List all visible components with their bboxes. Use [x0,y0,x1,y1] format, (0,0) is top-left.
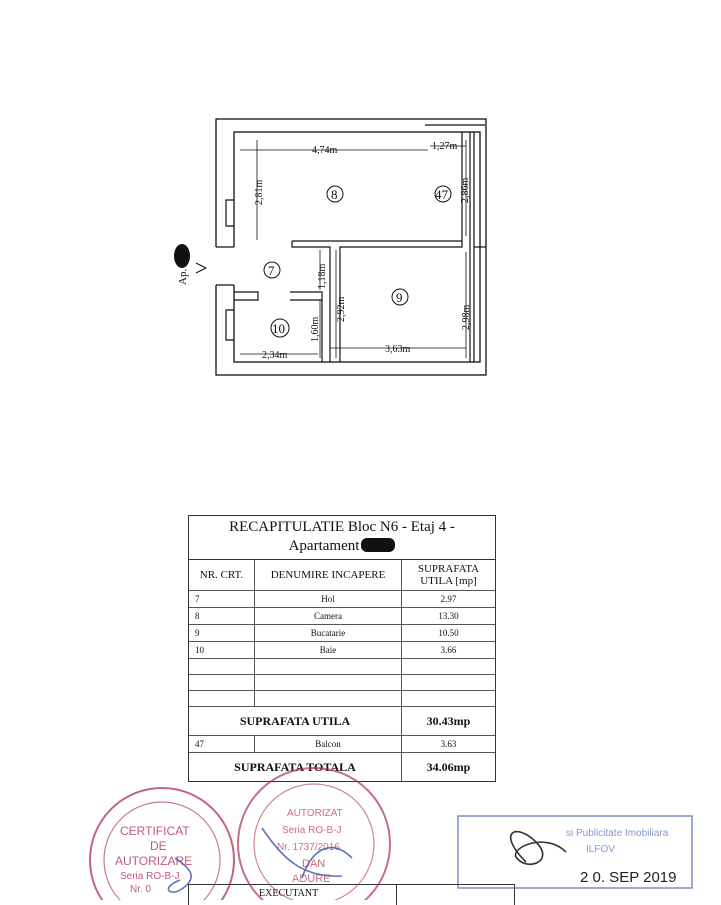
room-9-label: 9 [396,290,403,305]
row-name: Baie [255,642,402,659]
rooms-table [189,560,495,781]
balcony-nr: 47 [189,736,255,753]
row-name: Bucatarie [255,625,402,642]
row-area: 2.97 [402,591,496,608]
executant-label: EXECUTANT [259,888,319,899]
room-8-label: 8 [331,187,338,202]
row-area: 3.66 [402,642,496,659]
dim-kitchen-height: 2,92m [336,296,347,322]
stamp-right-line1: si Publicitate Imobiliara [566,828,669,839]
stamp-middle-line4: DAN [302,858,326,870]
stamp-left-line4: Seria RO-B-J [120,871,180,882]
empty-row [189,659,495,675]
dim-top-left-width: 4,74m [312,145,338,156]
redacted-apartment-number [361,538,395,552]
entrance-label: Ap. [177,268,189,285]
signature-icon [511,832,566,865]
table-row [189,591,495,608]
recap-title-line2: Apartament [288,538,360,554]
dim-bath-width: 2,34m [262,350,288,361]
dim-top-right-width: 1,27m [432,141,458,152]
stamp-middle-line2: Seria RO-B-J [282,825,342,836]
useful-area-row [189,707,495,736]
stamp-date: 2 0. SEP 2019 [580,869,677,886]
header-area [402,560,496,591]
room-markers [264,186,451,337]
stamp-middle-line1: AUTORIZAT [287,808,343,819]
row-nr: 9 [189,625,255,642]
row-nr: 10 [189,642,255,659]
recap-title-line1: RECAPITULATIE Bloc N6 - Etaj 4 - [229,519,455,535]
recap-title [189,516,495,560]
room-10-label: 10 [272,321,285,336]
dim-kitchen-right-height: 2,98m [461,304,472,330]
dim-hall-height: 1,18m [317,263,328,289]
useful-area-label: SUPRAFATA UTILA [189,707,402,736]
table-row [189,625,495,642]
header-area-line1: SUPRAFATA [417,563,480,575]
entrance-arrow-icon [196,263,206,273]
dim-balcony-height: 2,86m [460,177,471,203]
row-area: 10.50 [402,625,496,642]
stamp-left-line2: DE [150,839,167,853]
table-row [189,608,495,625]
row-nr: 8 [189,608,255,625]
row-name: Camera [255,608,402,625]
header-nr: NR. CRT. [189,560,255,591]
room-7-label: 7 [268,263,275,278]
stamp-right-line2: ILFOV [586,844,615,855]
stamp-left-line5: Nr. 0 [130,884,152,895]
empty-row [189,691,495,707]
stamp-middle-line5: ADURE [292,873,331,885]
empty-row [189,675,495,691]
room-47-label: 47 [435,187,448,202]
useful-area-value: 30.43mp [402,707,496,736]
dim-left-height: 2,81m [254,179,265,205]
authorization-stamp-left [80,778,250,900]
balcony-row [189,736,495,753]
table-header-row [189,560,495,591]
balcony-name: Balcon [255,736,402,753]
entrance-gap [208,247,240,285]
registry-stamp-right [456,812,696,892]
table-row [189,642,495,659]
dim-kitchen-width: 3,63m [385,344,411,355]
stamp-middle-line3: Nr. 1737/2016 [277,842,340,853]
row-nr: 7 [189,591,255,608]
stamp-left-line3: AUTORIZARE [115,854,193,868]
recap-table [188,515,496,782]
row-area: 13.30 [402,608,496,625]
redacted-apartment-number [174,244,190,268]
total-area-value: 34.06mp [402,753,496,782]
header-name: DENUMIRE INCAPERE [255,560,402,591]
row-name: Hol [255,591,402,608]
header-area-line2: UTILA [mp] [420,575,477,587]
authorization-stamp-middle [232,758,402,900]
dim-bath-height: 1,60m [310,316,321,342]
balcony-area: 3.63 [402,736,496,753]
total-area-label: SUPRAFATA TOTALA [189,753,402,782]
recap-title-line2-wrap [193,537,491,556]
interior-walls [226,125,486,362]
stamp-left-line1: CERTIFICAT [120,824,190,838]
